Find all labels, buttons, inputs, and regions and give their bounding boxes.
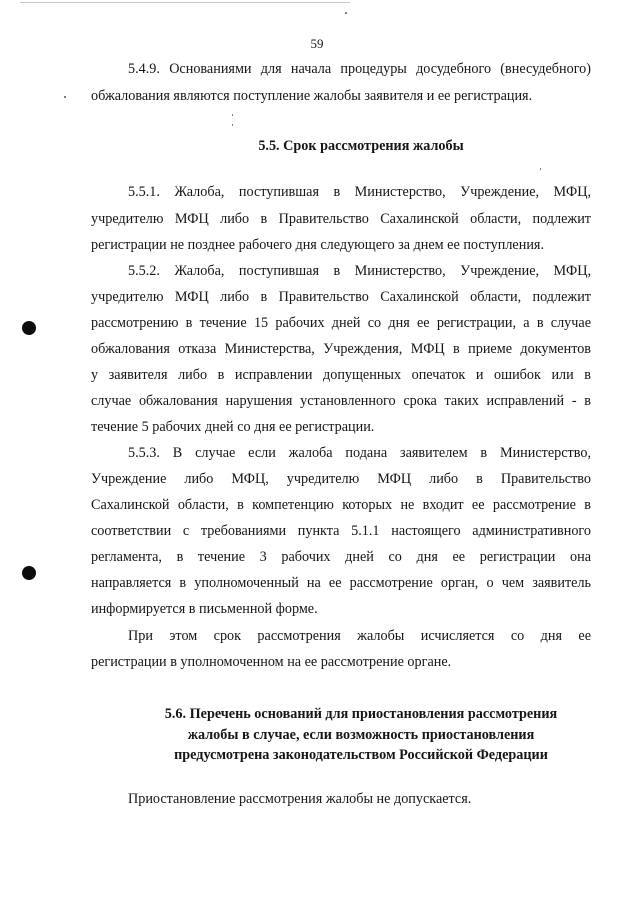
section-heading-5-6-line-3: предусмотрена законодательством Российской Федерации bbox=[174, 747, 548, 763]
scan-speck bbox=[540, 168, 541, 170]
paragraph-5-5-3-line-1: 5.5.3. В случае если жалоба подана заявителем в Министерство, bbox=[128, 445, 591, 461]
paragraph-5-5-3-line-2: Учреждение либо МФЦ, учредителю МФЦ либо в Правительство bbox=[91, 471, 591, 487]
paragraph-term-line-2: регистрации в уполномоченном на ее рассмотрение органе. bbox=[91, 654, 452, 670]
paragraph-5-5-1-line-3: регистрации не позднее рабочего дня следующего за днем ее поступления. bbox=[91, 237, 544, 253]
paragraph-5-4-9-line-1: 5.4.9. Основаниями для начала процедуры досудебного (внесудебного) bbox=[128, 61, 591, 77]
punch-hole-bottom bbox=[22, 566, 36, 580]
paragraph-5-5-2-line-2: учредителю МФЦ либо в Правительство Сахалинской области, подлежит bbox=[91, 289, 591, 305]
paragraph-5-5-3-line-7: информируется в письменной форме. bbox=[91, 601, 318, 617]
paragraph-5-5-2-line-5: у заявителя либо в исправлении допущенных опечаток и ошибок или в bbox=[91, 367, 591, 383]
scan-speck bbox=[232, 114, 233, 116]
paragraph-5-5-3-line-4: соответствии с требованиями пункта 5.1.1 настоящего административного bbox=[91, 523, 591, 539]
paragraph-5-5-3-line-6: направляется в уполномоченный на ее рассмотрение орган, о чем заявитель bbox=[91, 575, 591, 591]
paragraph-5-5-3-line-3: Сахалинской области, в компетенцию которых не входит ее рассмотрение в bbox=[91, 497, 591, 513]
paragraph-5-4-9-line-2: обжалования являются поступление жалобы заявителя и ее регистрация. bbox=[91, 88, 533, 104]
scan-speck bbox=[64, 96, 66, 98]
paragraph-5-5-2-line-6: случае обжалования нарушения установленного срока таких исправлений - в bbox=[91, 393, 591, 409]
paragraph-5-5-2-line-7: течение 5 рабочих дней со дня ее регистрации. bbox=[91, 419, 375, 435]
scan-edge-line bbox=[20, 2, 350, 3]
scan-speck bbox=[232, 124, 233, 126]
section-heading-5-5: 5.5. Срок рассмотрения жалобы bbox=[258, 138, 464, 154]
paragraph-5-5-2-line-4: обжалования отказа Министерства, Учреждения, МФЦ в приеме документов bbox=[91, 341, 591, 357]
scan-speck bbox=[345, 12, 347, 14]
paragraph-5-5-2-line-3: рассмотрению в течение 15 рабочих дней со дня ее регистрации, а в случае bbox=[91, 315, 591, 331]
paragraph-5-5-1-line-2: учредителю МФЦ либо в Правительство Сахалинской области, подлежит bbox=[91, 211, 591, 227]
section-heading-5-6-line-2: жалобы в случае, если возможность приостановления bbox=[187, 727, 535, 743]
punch-hole-top bbox=[22, 321, 36, 335]
section-heading-5-6-line-1: 5.6. Перечень оснований для приостановления рассмотрения bbox=[164, 706, 558, 722]
paragraph-term-line-1: При этом срок рассмотрения жалобы исчисляется со дня ее bbox=[128, 628, 591, 644]
paragraph-suspension: Приостановление рассмотрения жалобы не допускается. bbox=[128, 791, 472, 807]
paragraph-5-5-3-line-5: регламента, в течение 3 рабочих дней со дня ее регистрации она bbox=[91, 549, 591, 565]
page-number: 59 bbox=[310, 36, 324, 51]
paragraph-5-5-1-line-1: 5.5.1. Жалоба, поступившая в Министерство, Учреждение, МФЦ, bbox=[128, 184, 591, 200]
paragraph-5-5-2-line-1: 5.5.2. Жалоба, поступившая в Министерство, Учреждение, МФЦ, bbox=[128, 263, 591, 279]
